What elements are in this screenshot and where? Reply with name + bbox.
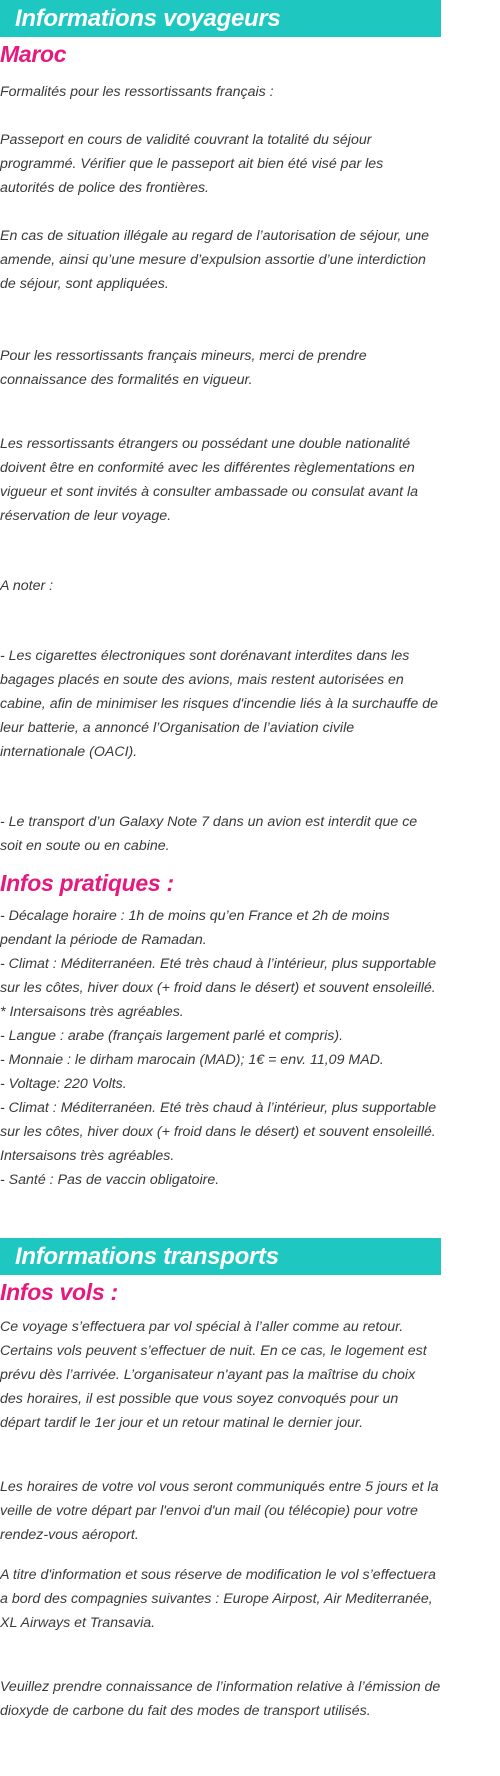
- galaxy-note-paragraph: - Le transport d’un Galaxy Note 7 dans un avion est interdit que ce soit en soute ou en cabine.: [0, 814, 418, 854]
- special-flight-paragraph: Ce voyage s’effectuera par vol spécial à l’aller comme au retour. Certains vols peuvent s’effectuer de nuit. En ce cas, le logement est prévu dès l’arrivée. L’organisateur n'ayant pas la maîtrise du choix des horaires, il est possible que vous soyez convoqués pour un départ tardif le 1er jour et un retour matinal le dernier jour.: [0, 1319, 427, 1431]
- co2-paragraph: Veuillez prendre connaissance de l’information relative à l’émission de dioxyde de carbone du fait des modes de transport utilisés.: [0, 1679, 441, 1719]
- flight-schedule-paragraph: Les horaires de votre vol vous seront communiqués entre 5 jours et la veille de votre départ par l'envoi d'un mail (ou télécopie) pour votre rendez-vous aéroport.: [0, 1479, 439, 1543]
- practical-info-list: [0, 904, 441, 1192]
- flights-info-title: Infos vols :: [0, 1279, 118, 1305]
- airlines-paragraph: A titre d'information et sous réserve de modification le vol s’effectuera a bord des compagnies suivantes : Europe Airpost, Air Mediterranée, XL Airways et Transavia.: [0, 1567, 436, 1631]
- section-header-transports: Informations transports: [0, 1238, 441, 1275]
- foreign-nationals-paragraph: Les ressortissants étrangers ou possédant une double nationalité doivent être en conformité avec les différentes règlementations en vigueur et sont invités à consulter ambassade ou consulat avant la réservation de leur voyage.: [0, 436, 418, 524]
- practical-info-item: - Santé : Pas de vaccin obligatoire.: [0, 1172, 220, 1188]
- note-label: A noter :: [0, 578, 54, 594]
- illegal-stay-paragraph: En cas de situation illégale au regard de l’autorisation de séjour, une amende, ainsi qu’une mesure d’expulsion assortie d’une interdiction de séjour, sont appliquées.: [0, 228, 430, 292]
- practical-info-item: - Climat : Méditerranéen. Eté très chaud à l’intérieur, plus supportable sur les côtes, hiver doux (+ froid dans le désert) et souvent ensoleillé. * Intersaisons très agréables.: [0, 956, 437, 1020]
- practical-info-item: - Décalage horaire : 1h de moins qu’en France et 2h de moins pendant la période de Ramadan.: [0, 908, 390, 948]
- practical-info-item: - Langue : arabe (français largement parlé et compris).: [0, 1028, 344, 1044]
- formalities-intro: Formalités pour les ressortissants français :: [0, 84, 274, 100]
- e-cigarette-paragraph: - Les cigarettes électroniques sont dorénavant interdites dans les bagages placés en soute des avions, mais restent autorisées en cabine, afin de minimiser les risques d'incendie liés à la surchauffe de leur batterie, a annoncé l’Organisation de l’aviation civile internationale (OACI).: [0, 648, 439, 760]
- practical-info-title: Infos pratiques :: [0, 870, 174, 896]
- practical-info-item: - Climat : Méditerranéen. Eté très chaud à l’intérieur, plus supportable sur les côtes, hiver doux (+ froid dans le désert) et souvent ensoleillé. Intersaisons très agréables.: [0, 1100, 437, 1164]
- practical-info-item: - Voltage: 220 Volts.: [0, 1076, 127, 1092]
- country-title: Maroc: [0, 41, 67, 67]
- passport-paragraph: Passeport en cours de validité couvrant la totalité du séjour programmé. Vérifier que le passeport ait bien été visé par les autorités de police des frontières.: [0, 132, 384, 196]
- section-header-voyageurs: Informations voyageurs: [0, 0, 441, 37]
- minors-paragraph: Pour les ressortissants français mineurs, merci de prendre connaissance des formalités en vigueur.: [0, 348, 367, 388]
- practical-info-item: - Monnaie : le dirham marocain (MAD); 1€ = env. 11,09 MAD.: [0, 1052, 384, 1068]
